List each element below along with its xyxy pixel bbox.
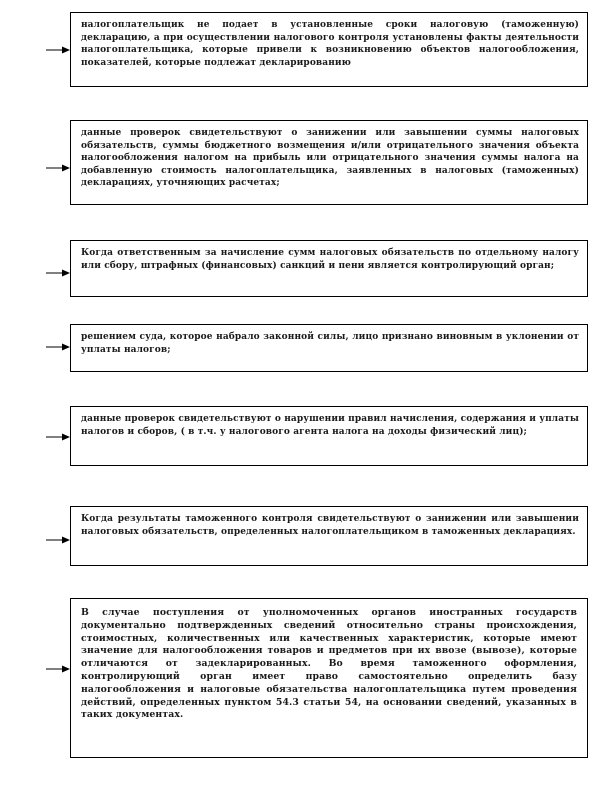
condition-box-2 [70, 120, 588, 205]
condition-text-2: данные проверок свидетельствуют о занижении или завышении суммы налоговых обязательств, суммы бюджетного возмещения и/или отрицательного значения объекта налогообложения налогом на прибыль или отрицательного значения суммы налога на добавленную стоимость налогоплательщика, заявленных в налоговых (таможенных) декларациях, уточняющих расчетах; [81, 128, 579, 188]
condition-text-3: Когда ответственным за начисление сумм налоговых обязательств по отдельному налогу или сбору, штрафных (финансовых) санкций и пени является контролирующий орган; [81, 248, 579, 271]
condition-text-1: налогоплательщик не подает в установленные сроки налоговую (таможенную) декларацию, а при осуществлении налогового контроля установлены факты деятельности налогоплательщика, которые привели к возникновению объектов налогообложения, показателей, которые подлежат декларированию [81, 20, 579, 68]
condition-text-7: В случае поступления от уполномоченных органов иностранных государств документально подтвержденных сведений относительно страны происхождения, стоимостных, количественных или качественных характеристик, которые имеют значение для налогообложения товаров и предметов при их ввозе (вывозе), которые отличаются от задекларированных. Во время таможенного оформления, контролирующий орган имеет право самостоятельно определить базу налогообложения и налоговые обязательства налогоплательщика путем проведения действий, определенных пунктом 54.3 статьи 54, на основании сведений, указанных в таких документах. [81, 607, 577, 721]
arrow-right-icon [46, 432, 70, 442]
arrow-right-icon [46, 664, 70, 674]
condition-text-4: решением суда, которое набрало законной силы, лицо признано виновным в уклонении от уплаты налогов; [81, 332, 579, 355]
arrow-right-icon [46, 163, 70, 173]
arrow-right-icon [46, 268, 70, 278]
condition-box-1 [70, 12, 588, 87]
arrow-right-icon [46, 45, 70, 55]
arrow-right-icon [46, 342, 70, 352]
condition-box-4 [70, 324, 588, 372]
condition-box-3 [70, 240, 588, 297]
condition-box-6 [70, 506, 588, 566]
condition-text-5: данные проверок свидетельствуют о нарушении правил начисления, содержания и уплаты налогов и сборов, ( в т.ч. у налогового агента налога на доходы физический лиц); [81, 414, 579, 437]
condition-text-6: Когда результаты таможенного контроля свидетельствуют о занижении или завышении налоговых обязательств, определенных налогоплательщиком в таможенных декларациях. [81, 514, 579, 537]
condition-box-7 [70, 598, 588, 758]
arrow-right-icon [46, 535, 70, 545]
condition-box-5 [70, 406, 588, 466]
